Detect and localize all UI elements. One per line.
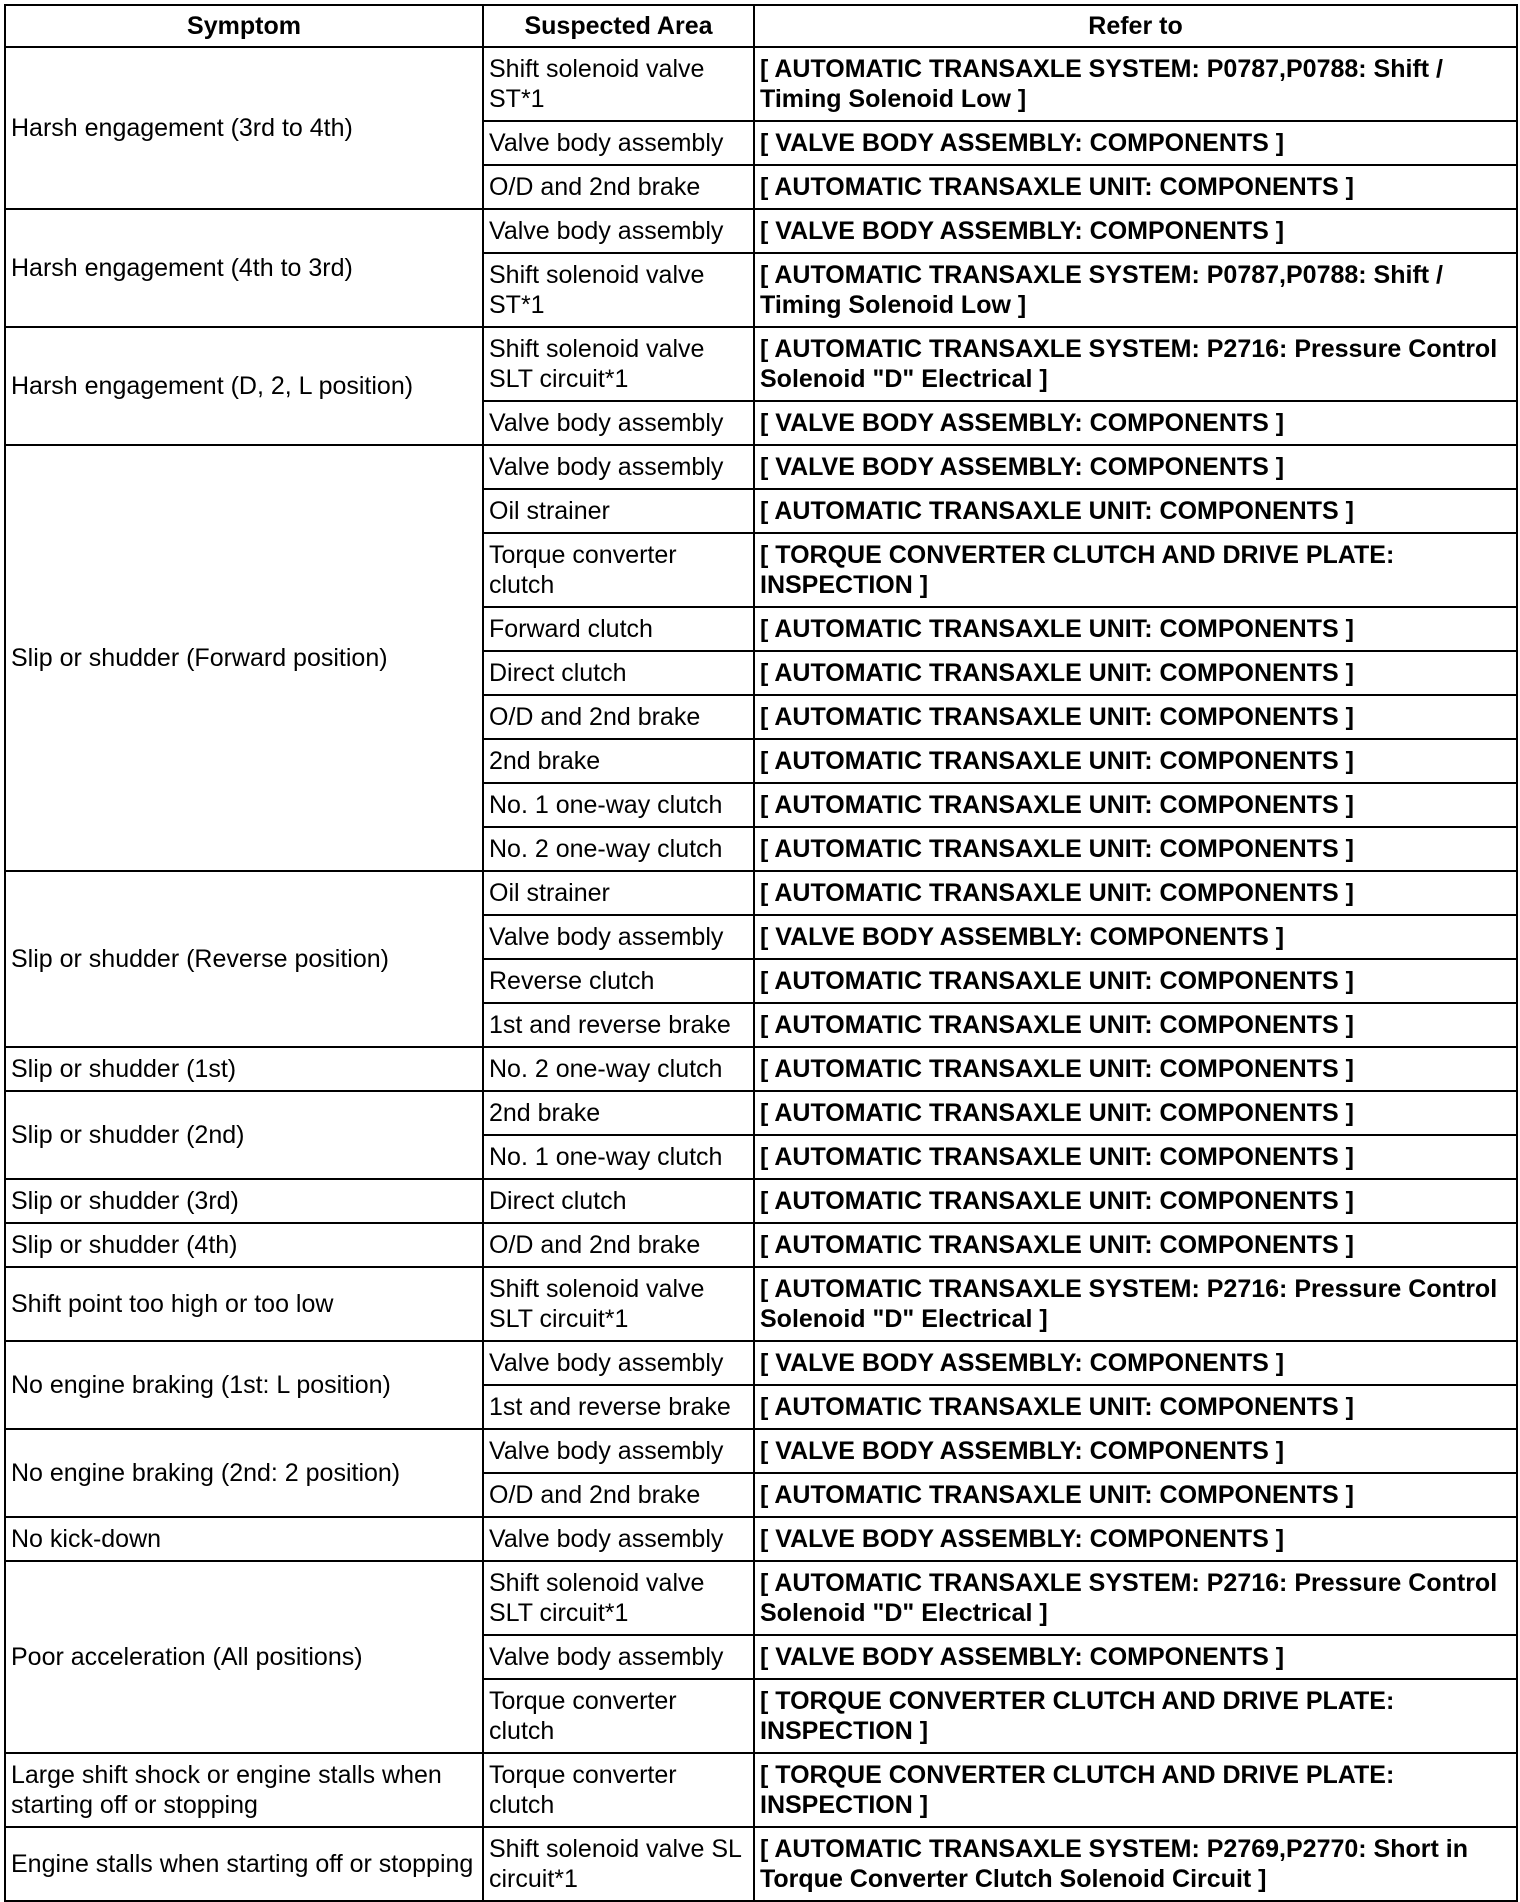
refer-to-cell: [ AUTOMATIC TRANSAXLE UNIT: COMPONENTS ]: [754, 1473, 1517, 1517]
suspected-area-cell: 1st and reverse brake: [483, 1003, 754, 1047]
symptom-cell: Shift point too high or too low: [5, 1267, 483, 1341]
suspected-area-cell: Valve body assembly: [483, 445, 754, 489]
symptom-cell: Slip or shudder (4th): [5, 1223, 483, 1267]
refer-to-cell: [ AUTOMATIC TRANSAXLE UNIT: COMPONENTS ]: [754, 783, 1517, 827]
symptom-cell: Slip or shudder (Reverse position): [5, 871, 483, 1047]
suspected-area-cell: O/D and 2nd brake: [483, 1223, 754, 1267]
refer-to-cell: [ AUTOMATIC TRANSAXLE UNIT: COMPONENTS ]: [754, 1179, 1517, 1223]
symptom-cell: Slip or shudder (3rd): [5, 1179, 483, 1223]
table-row: [5, 445, 1517, 489]
refer-to-cell: [ AUTOMATIC TRANSAXLE UNIT: COMPONENTS ]: [754, 651, 1517, 695]
suspected-area-cell: O/D and 2nd brake: [483, 165, 754, 209]
header-symptom: Symptom: [5, 5, 483, 47]
suspected-area-cell: Valve body assembly: [483, 209, 754, 253]
symptom-cell: Slip or shudder (Forward position): [5, 445, 483, 871]
suspected-area-cell: No. 2 one-way clutch: [483, 827, 754, 871]
table-row: [5, 1341, 1517, 1385]
refer-to-cell: [ AUTOMATIC TRANSAXLE SYSTEM: P2716: Pressure Control Solenoid "D" Electrical ]: [754, 1561, 1517, 1635]
suspected-area-cell: No. 1 one-way clutch: [483, 1135, 754, 1179]
suspected-area-cell: Direct clutch: [483, 651, 754, 695]
suspected-area-cell: Torque converter clutch: [483, 533, 754, 607]
table-row: [5, 47, 1517, 121]
refer-to-cell: [ VALVE BODY ASSEMBLY: COMPONENTS ]: [754, 401, 1517, 445]
suspected-area-cell: No. 2 one-way clutch: [483, 1047, 754, 1091]
header-row: [5, 5, 1517, 47]
symptom-cell: Slip or shudder (1st): [5, 1047, 483, 1091]
refer-to-cell: [ AUTOMATIC TRANSAXLE UNIT: COMPONENTS ]: [754, 489, 1517, 533]
suspected-area-cell: Torque converter clutch: [483, 1679, 754, 1753]
table-row: [5, 209, 1517, 253]
refer-to-cell: [ AUTOMATIC TRANSAXLE UNIT: COMPONENTS ]: [754, 165, 1517, 209]
symptom-cell: Slip or shudder (2nd): [5, 1091, 483, 1179]
refer-to-cell: [ VALVE BODY ASSEMBLY: COMPONENTS ]: [754, 915, 1517, 959]
refer-to-cell: [ AUTOMATIC TRANSAXLE SYSTEM: P2716: Pressure Control Solenoid "D" Electrical ]: [754, 1267, 1517, 1341]
symptom-cell: Poor acceleration (All positions): [5, 1561, 483, 1753]
suspected-area-cell: Oil strainer: [483, 871, 754, 915]
refer-to-cell: [ TORQUE CONVERTER CLUTCH AND DRIVE PLATE: INSPECTION ]: [754, 533, 1517, 607]
table-row: [5, 1091, 1517, 1135]
suspected-area-cell: O/D and 2nd brake: [483, 695, 754, 739]
refer-to-cell: [ VALVE BODY ASSEMBLY: COMPONENTS ]: [754, 209, 1517, 253]
suspected-area-cell: Shift solenoid valve SLT circuit*1: [483, 1267, 754, 1341]
symptom-cell: Large shift shock or engine stalls when starting off or stopping: [5, 1753, 483, 1827]
symptom-cell: No kick-down: [5, 1517, 483, 1561]
diagnostic-table-page: [4, 4, 1516, 1902]
refer-to-cell: [ AUTOMATIC TRANSAXLE SYSTEM: P0787,P0788: Shift / Timing Solenoid Low ]: [754, 253, 1517, 327]
symptom-cell: No engine braking (1st: L position): [5, 1341, 483, 1429]
suspected-area-cell: Valve body assembly: [483, 1517, 754, 1561]
table-row: [5, 1561, 1517, 1635]
table-row: [5, 1267, 1517, 1341]
refer-to-cell: [ AUTOMATIC TRANSAXLE UNIT: COMPONENTS ]: [754, 1385, 1517, 1429]
table-row: [5, 1179, 1517, 1223]
symptom-cell: No engine braking (2nd: 2 position): [5, 1429, 483, 1517]
suspected-area-cell: Direct clutch: [483, 1179, 754, 1223]
refer-to-cell: [ AUTOMATIC TRANSAXLE UNIT: COMPONENTS ]: [754, 1223, 1517, 1267]
refer-to-cell: [ TORQUE CONVERTER CLUTCH AND DRIVE PLATE: INSPECTION ]: [754, 1679, 1517, 1753]
table-body: [5, 47, 1517, 1901]
table-row: [5, 1223, 1517, 1267]
suspected-area-cell: No. 1 one-way clutch: [483, 783, 754, 827]
suspected-area-cell: Valve body assembly: [483, 401, 754, 445]
suspected-area-cell: Oil strainer: [483, 489, 754, 533]
suspected-area-cell: Shift solenoid valve ST*1: [483, 253, 754, 327]
suspected-area-cell: Torque converter clutch: [483, 1753, 754, 1827]
symptom-cell: Harsh engagement (3rd to 4th): [5, 47, 483, 209]
suspected-area-cell: 2nd brake: [483, 739, 754, 783]
suspected-area-cell: Forward clutch: [483, 607, 754, 651]
table-row: [5, 1517, 1517, 1561]
suspected-area-cell: O/D and 2nd brake: [483, 1473, 754, 1517]
refer-to-cell: [ VALVE BODY ASSEMBLY: COMPONENTS ]: [754, 1429, 1517, 1473]
suspected-area-cell: Valve body assembly: [483, 121, 754, 165]
suspected-area-cell: Reverse clutch: [483, 959, 754, 1003]
refer-to-cell: [ AUTOMATIC TRANSAXLE UNIT: COMPONENTS ]: [754, 607, 1517, 651]
refer-to-cell: [ AUTOMATIC TRANSAXLE UNIT: COMPONENTS ]: [754, 1091, 1517, 1135]
table-row: [5, 1429, 1517, 1473]
symptom-cell: Engine stalls when starting off or stopping: [5, 1827, 483, 1901]
refer-to-cell: [ TORQUE CONVERTER CLUTCH AND DRIVE PLATE: INSPECTION ]: [754, 1753, 1517, 1827]
table-row: [5, 1753, 1517, 1827]
suspected-area-cell: Shift solenoid valve SLT circuit*1: [483, 1561, 754, 1635]
refer-to-cell: [ AUTOMATIC TRANSAXLE UNIT: COMPONENTS ]: [754, 959, 1517, 1003]
symptom-table: [4, 4, 1518, 1902]
suspected-area-cell: Shift solenoid valve SLT circuit*1: [483, 327, 754, 401]
refer-to-cell: [ AUTOMATIC TRANSAXLE UNIT: COMPONENTS ]: [754, 1135, 1517, 1179]
refer-to-cell: [ VALVE BODY ASSEMBLY: COMPONENTS ]: [754, 121, 1517, 165]
refer-to-cell: [ AUTOMATIC TRANSAXLE SYSTEM: P0787,P0788: Shift / Timing Solenoid Low ]: [754, 47, 1517, 121]
refer-to-cell: [ VALVE BODY ASSEMBLY: COMPONENTS ]: [754, 1517, 1517, 1561]
refer-to-cell: [ AUTOMATIC TRANSAXLE SYSTEM: P2769,P2770: Short in Torque Converter Clutch Solenoid Circuit ]: [754, 1827, 1517, 1901]
table-row: [5, 1827, 1517, 1901]
suspected-area-cell: Valve body assembly: [483, 1341, 754, 1385]
table-row: [5, 327, 1517, 401]
symptom-cell: Harsh engagement (4th to 3rd): [5, 209, 483, 327]
suspected-area-cell: Valve body assembly: [483, 1635, 754, 1679]
refer-to-cell: [ AUTOMATIC TRANSAXLE SYSTEM: P2716: Pressure Control Solenoid "D" Electrical ]: [754, 327, 1517, 401]
refer-to-cell: [ AUTOMATIC TRANSAXLE UNIT: COMPONENTS ]: [754, 695, 1517, 739]
header-suspected-area: Suspected Area: [483, 5, 754, 47]
suspected-area-cell: Valve body assembly: [483, 915, 754, 959]
header-refer-to: Refer to: [754, 5, 1517, 47]
refer-to-cell: [ AUTOMATIC TRANSAXLE UNIT: COMPONENTS ]: [754, 871, 1517, 915]
suspected-area-cell: Shift solenoid valve SL circuit*1: [483, 1827, 754, 1901]
refer-to-cell: [ AUTOMATIC TRANSAXLE UNIT: COMPONENTS ]: [754, 827, 1517, 871]
refer-to-cell: [ VALVE BODY ASSEMBLY: COMPONENTS ]: [754, 1635, 1517, 1679]
suspected-area-cell: Shift solenoid valve ST*1: [483, 47, 754, 121]
table-row: [5, 1047, 1517, 1091]
suspected-area-cell: 1st and reverse brake: [483, 1385, 754, 1429]
refer-to-cell: [ VALVE BODY ASSEMBLY: COMPONENTS ]: [754, 445, 1517, 489]
symptom-cell: Harsh engagement (D, 2, L position): [5, 327, 483, 445]
suspected-area-cell: 2nd brake: [483, 1091, 754, 1135]
suspected-area-cell: Valve body assembly: [483, 1429, 754, 1473]
refer-to-cell: [ AUTOMATIC TRANSAXLE UNIT: COMPONENTS ]: [754, 739, 1517, 783]
refer-to-cell: [ VALVE BODY ASSEMBLY: COMPONENTS ]: [754, 1341, 1517, 1385]
refer-to-cell: [ AUTOMATIC TRANSAXLE UNIT: COMPONENTS ]: [754, 1047, 1517, 1091]
table-row: [5, 871, 1517, 915]
refer-to-cell: [ AUTOMATIC TRANSAXLE UNIT: COMPONENTS ]: [754, 1003, 1517, 1047]
